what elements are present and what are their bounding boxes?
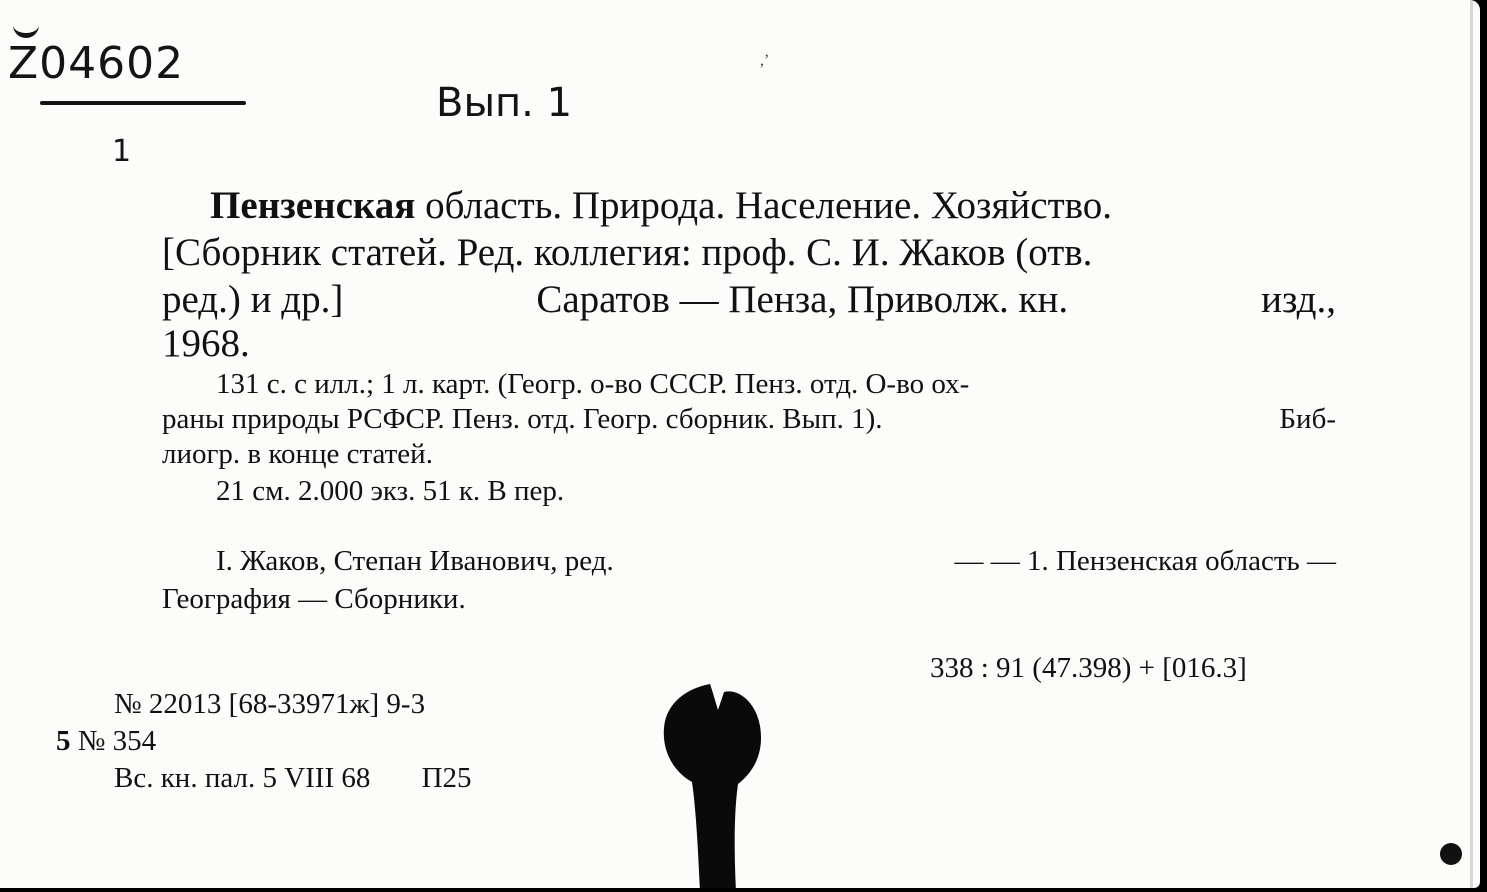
imprint-bold-number: 5: [56, 725, 71, 757]
entry-place-publisher: Саратов — Пенза, Приволж. кн.: [536, 278, 1069, 321]
classification-index: 338 : 91 (47.398) + [016.3]: [930, 652, 1247, 684]
entry-year: 1968.: [162, 322, 250, 365]
imprint-line-1: № 22013 [68-33971ж] 9-3: [114, 688, 426, 720]
collation-line-4: 21 см. 2.000 экз. 51 к. В пер.: [216, 475, 565, 507]
handwritten-underline: [40, 101, 246, 105]
entry-title-rest: область. Природа. Население. Хозяйство.: [415, 184, 1113, 227]
entry-publisher-end: изд.,: [1261, 278, 1336, 321]
imprint-code: П25: [421, 762, 472, 794]
collation-line-3: лиогр. в конце статей.: [162, 438, 433, 470]
imprint-line-2: [56, 725, 156, 757]
card-edge-shadow: [1470, 0, 1473, 888]
card-punch-hole: [660, 680, 770, 888]
entry-editors-note: ред.) и др.]: [162, 278, 344, 321]
entry-line-1: [210, 182, 1112, 229]
handwritten-shelfmark: Z04602: [8, 38, 185, 89]
stray-pencil-mark: ,ʼ: [760, 52, 770, 69]
handwritten-issue-number: Вып. 1: [436, 80, 573, 126]
handwritten-copy-number: 1: [112, 134, 132, 169]
collation-bibliography-start: Биб-: [1279, 403, 1336, 435]
tracing-subject-entry: — — 1. Пензенская область —: [954, 545, 1336, 577]
shelfmark-accent-mark: [13, 24, 39, 38]
entry-line-3: [162, 276, 1336, 323]
collation-line-2: [162, 403, 1336, 435]
imprint-chamber-date: Вс. кн. пал. 5 VIII 68: [114, 762, 371, 794]
corner-ink-dot: [1440, 843, 1462, 865]
imprint-line-3: [114, 762, 472, 794]
collation-line-1: 131 с. с илл.; 1 л. карт. (Геогр. о-во СССР. Пенз. отд. О-во ох-: [216, 368, 970, 400]
tracing-added-entry: I. Жаков, Степан Иванович, ред.: [216, 545, 614, 577]
entry-line-2: [Сборник статей. Ред. коллегия: проф. С. И. Жаков (отв.: [162, 231, 1093, 274]
tracings-line-2: География — Сборники.: [162, 583, 466, 615]
collation-series-note: раны природы РСФСР. Пенз. отд. Геогр. сборник. Вып. 1).: [162, 403, 883, 435]
tracings-line-1: [216, 545, 1336, 577]
entry-heading-word: Пензенская: [210, 184, 416, 227]
imprint-card-number: № 354: [70, 725, 157, 757]
